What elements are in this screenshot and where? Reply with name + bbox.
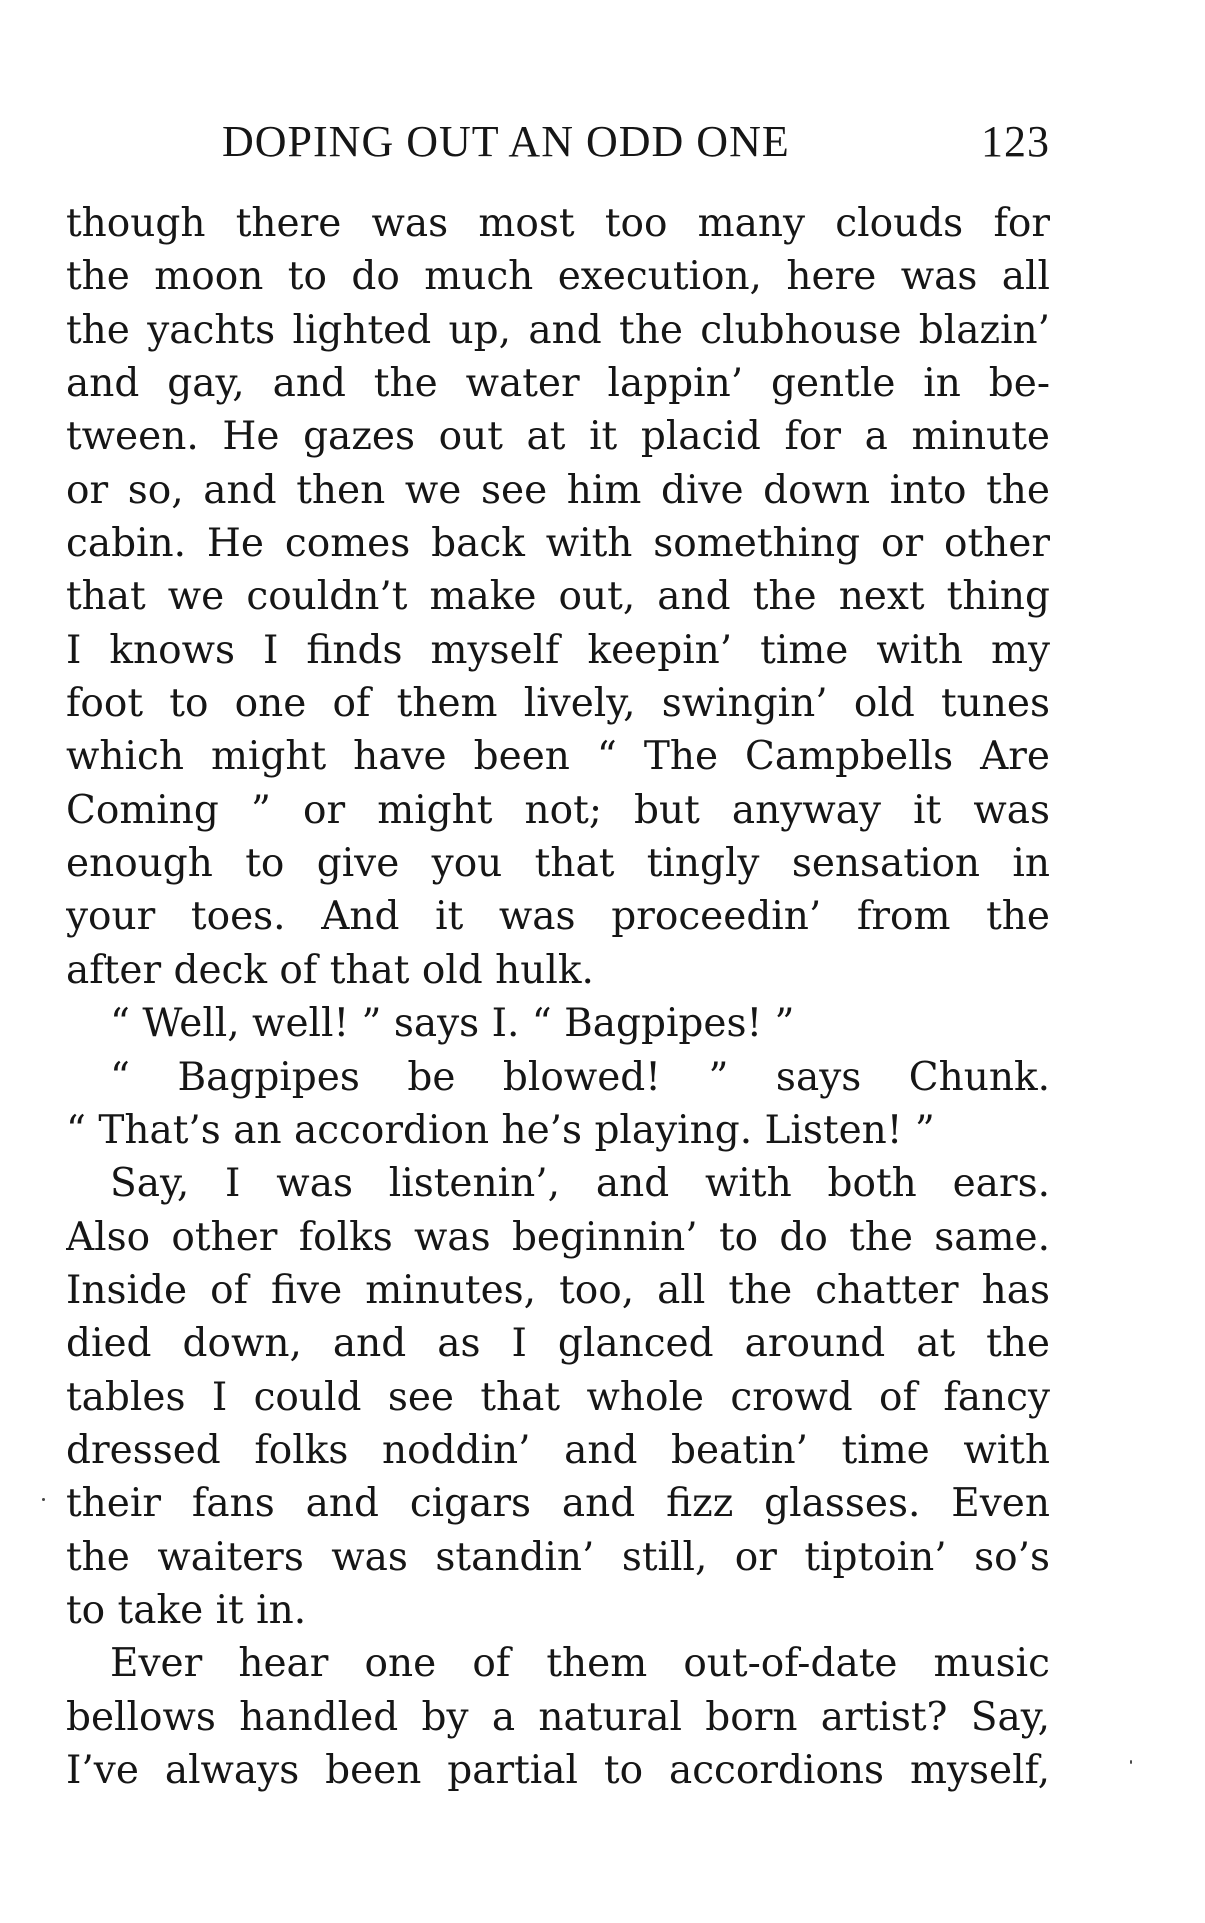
text-line: after deck of that old hulk.: [66, 947, 594, 993]
text-line: bellows handled by a natural born artist? Say,: [66, 1694, 1050, 1740]
text-line: I knows I finds myself keepin’ time with my: [66, 627, 1050, 673]
paper-speck: [1130, 1760, 1132, 1764]
text-line: the yachts lighted up, and the clubhouse blazin’: [66, 307, 1050, 353]
text-line: or so, and then we see him dive down into the: [66, 467, 1050, 513]
text-line: and gay, and the water lappin’ gentle in be-: [66, 361, 1050, 407]
text-line: died down, and as I glanced around at the: [66, 1321, 1050, 1367]
text-line: cabin. He comes back with something or other: [66, 521, 1050, 567]
text-line: Also other folks was beginnin’ to do the same.: [66, 1214, 1050, 1260]
text-line: tables I could see that whole crowd of fancy: [66, 1374, 1050, 1420]
text-line: I’ve always been partial to accordions myself,: [66, 1747, 1050, 1793]
text-line: “ Well, well! ” says I. “ Bagpipes! ”: [110, 1001, 795, 1047]
text-line: dressed folks noddin’ and beatin’ time with: [66, 1427, 1050, 1473]
text-line: though there was most too many clouds for: [66, 201, 1050, 246]
body-text: [66, 197, 1050, 1797]
text-line: the waiters was standin’ still, or tiptoin’ so’s: [66, 1534, 1050, 1580]
text-line: “ Bagpipes be blowed! ” says Chunk.: [110, 1054, 1050, 1100]
text-line: Coming ” or might not; but anyway it was: [66, 787, 1050, 833]
text-line: which might have been “ The Campbells Are: [66, 734, 1050, 780]
text-line: their fans and cigars and fizz glasses. Even: [66, 1481, 1050, 1527]
text-line: Inside of five minutes, too, all the chatter has: [66, 1267, 1050, 1313]
text-line: tween. He gazes out at it placid for a minute: [66, 414, 1050, 460]
text-line: the moon to do much execution, here was all: [66, 254, 1050, 300]
running-head: [222, 112, 1050, 172]
text-line: foot to one of them lively, swingin’ old tunes: [66, 681, 1050, 727]
text-line: Say, I was listenin’, and with both ears.: [110, 1161, 1050, 1207]
page-number: 123: [981, 117, 1050, 166]
text-line: Ever hear one of them out-of-date music: [110, 1641, 1050, 1687]
text-line: that we couldn’t make out, and the next thing: [66, 574, 1050, 620]
running-title: DOPING OUT AN ODD ONE: [222, 117, 790, 166]
text-line: your toes. And it was proceedin’ from the: [66, 894, 1050, 940]
text-line: “ That’s an accordion he’s playing. Listen! ”: [66, 1107, 935, 1153]
paper-speck: [42, 1498, 45, 1501]
text-line: enough to give you that tingly sensation in: [66, 841, 1050, 887]
text-line: to take it in.: [66, 1587, 307, 1633]
